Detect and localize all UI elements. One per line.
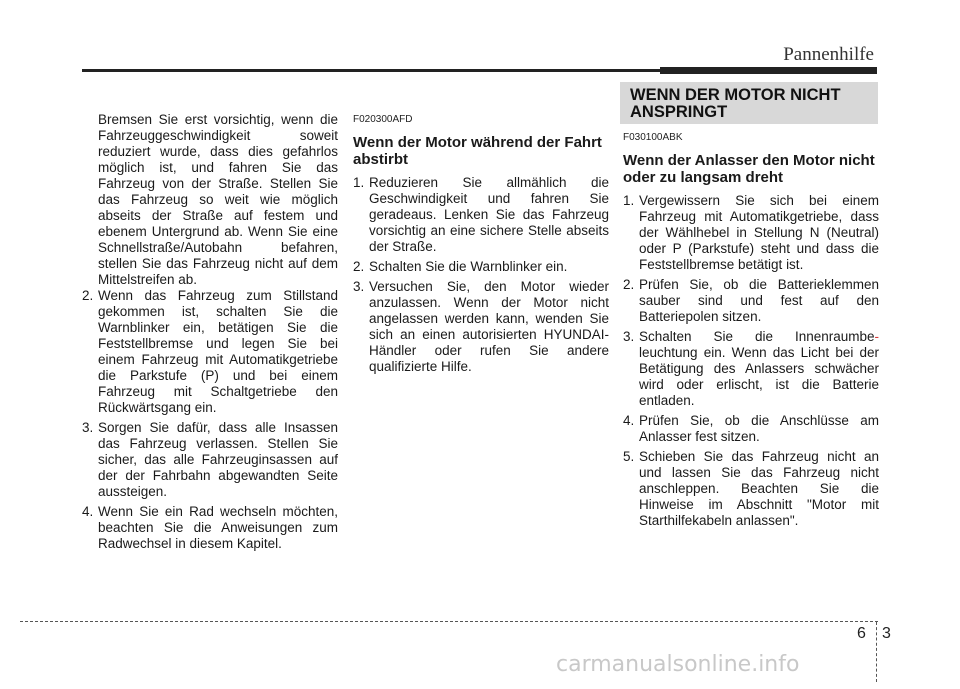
section-code: F020300AFD [353, 114, 413, 125]
section-code: F030100ABK [623, 132, 683, 143]
list-item: 2. Schalten Sie die Warnblinker ein. [353, 259, 568, 274]
chapter-number: 6 [857, 625, 866, 642]
column-1 [82, 112, 338, 556]
list-item: 3. Schalten Sie die Innenraumbe-leuchtung ein. Wenn das Licht bei der Betätigung des Anlassers schwächer wird oder erlischt, ist die Batterie entladen. [623, 329, 879, 408]
steps-list [82, 288, 338, 552]
list-item: 2. Wenn das Fahrzeug zum Stillstand gekommen ist, schalten Sie die Warnblinker ein, betätigen Sie die Feststellbremse und legen Sie bei einem Fahrzeug mit Automatikgetriebe die Parkstufe (P) und bei einem Fahrzeug mit Schaltgetriebe den Rückwärtsgang ein. [82, 288, 338, 415]
watermark: carmanualsonline.info [556, 652, 800, 677]
list-item: 4. Wenn Sie ein Rad wechseln möchten, beachten Sie die Anweisungen zum Radwechsel in diesem Kapitel. [82, 504, 338, 551]
page-number-separator [876, 622, 877, 682]
list-item: 2. Prüfen Sie, ob die Batterieklemmen sauber sind und fest auf den Batteriepolen sitzen. [623, 277, 879, 324]
column-3 [623, 130, 879, 533]
subheading: Wenn der Anlasser den Motor nicht oder zu langsam dreht [623, 152, 875, 186]
section-title: Pannenhilfe [783, 44, 874, 65]
list-item: 3. Sorgen Sie dafür, dass alle Insassen das Fahrzeug verlassen. Stellen Sie sicher, das alle Fahrzeuginsassen auf der der Fahrbahn abgewandten Seite aussteigen. [82, 420, 338, 499]
list-item: 4. Prüfen Sie, ob die Anschlüsse am Anlasser fest sitzen. [623, 413, 879, 444]
banner-title: WENN DER MOTOR NICHT ANSPRINGT [630, 86, 841, 121]
footer-rule [20, 621, 878, 622]
page-number: 3 [882, 625, 891, 642]
list-item: 5. Schieben Sie das Fahrzeug nicht an und lassen Sie das Fahrzeug nicht anschleppen. Beachten Sie die Hinweise im Abschnitt "Motor mit Starthilfekabeln anlassen". [623, 449, 879, 528]
steps-list [353, 175, 609, 375]
header-bar [660, 67, 877, 74]
column-2 [353, 112, 609, 379]
subheading: Wenn der Motor während der Fahrt abstirbt [353, 134, 602, 168]
intro-paragraph: Bremsen Sie erst vorsichtig, wenn die Fahrzeuggeschwindigkeit soweit reduziert wurde, dass dies gefahrlos möglich ist, und fahren Sie das Fahrzeug von der Straße. Stellen Sie das Fahrzeug so weit wie möglich abseits der Straße auf festem und ebenem Untergrund ab. Wenn Sie eine Schnellstraße/Autobahn befahren, stellen Sie das Fahrzeug nicht auf dem Mittelstreifen ab. [98, 112, 338, 287]
list-item: 1. Vergewissern Sie sich bei einem Fahrzeug mit Automatikgetriebe, dass der Wählhebel in Stellung N (Neutral) oder P (Parkstufe) steht und dass die Feststellbremse betätigt ist. [623, 193, 879, 272]
list-item: 3. Versuchen Sie, den Motor wieder anzulassen. Wenn der Motor nicht angelassen werden kann, wenden Sie sich an einen autorisierten HYUNDAI-Händler oder rufen Sie andere qualifizierte Hilfe. [353, 279, 609, 374]
list-item: 1. Reduzieren Sie allmählich die Geschwindigkeit und fahren Sie geradeaus. Lenken Sie das Fahrzeug vorsichtig an eine sichere Stelle abseits der Straße. [353, 175, 609, 254]
steps-list [623, 193, 879, 529]
